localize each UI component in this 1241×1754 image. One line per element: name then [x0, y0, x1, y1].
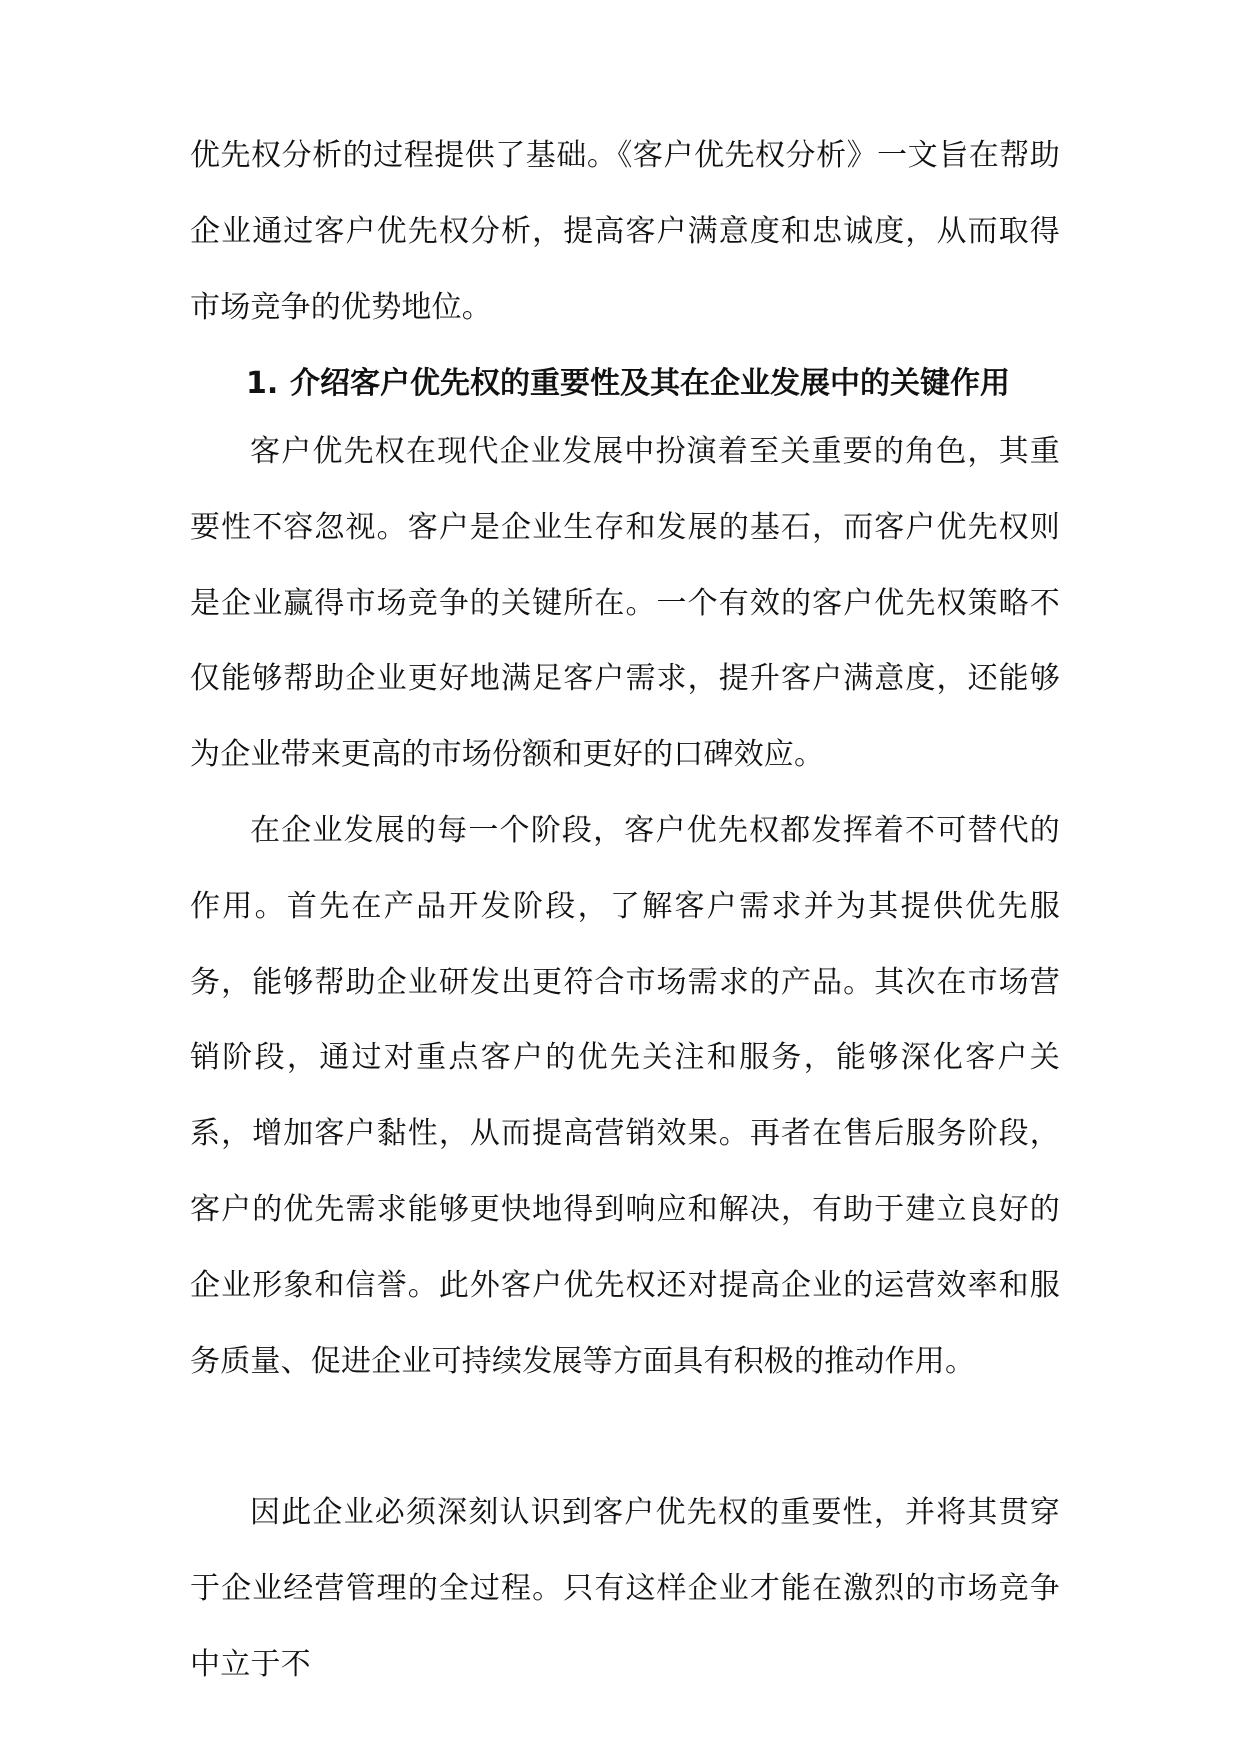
paragraph-conclusion: 因此企业必须深刻认识到客户优先权的重要性，并将其贯穿于企业经营管理的全过程。只有这样企业才能在激烈的市场竞争中立于不: [190, 1495, 1060, 1682]
paragraph-importance: 客户优先权在现代企业发展中扮演着至关重要的角色，其重要性不容忽视。客户是企业生存和发展的基石，而客户优先权则是企业赢得市场竞争的关键所在。一个有效的客户优先权策略不仅能够帮助企业更好地满足客户需求，提升客户满意度，还能够为企业带来更高的市场份额和更好的口碑效应。: [190, 434, 1060, 773]
paragraph-stages: 在企业发展的每一个阶段，客户优先权都发挥着不可替代的作用。首先在产品开发阶段，了解客户需求并为其提供优先服务，能够帮助企业研发出更符合市场需求的产品。其次在市场营销阶段，通过对重点客户的优先关注和服务，能够深化客户关系，增加客户黏性，从而提高营销效果。再者在售后服务阶段，客户的优先需求能够更快地得到响应和解决，有助于建立良好的企业形象和信誉。此外客户优先权还对提高企业的运营效率和服务质量、促进企业可持续发展等方面具有积极的推动作用。: [190, 813, 1060, 1379]
section-title: 介绍客户优先权的重要性及其在企业发展中的关键作用: [290, 366, 1010, 401]
section-heading: [246, 364, 1066, 404]
section-number: 1.: [246, 366, 279, 401]
paragraph-intro-continued: 优先权分析的过程提供了基础。《客户优先权分析》一文旨在帮助企业通过客户优先权分析，提高客户满意度和忠诚度，从而取得市场竞争的优势地位。: [190, 138, 1060, 325]
